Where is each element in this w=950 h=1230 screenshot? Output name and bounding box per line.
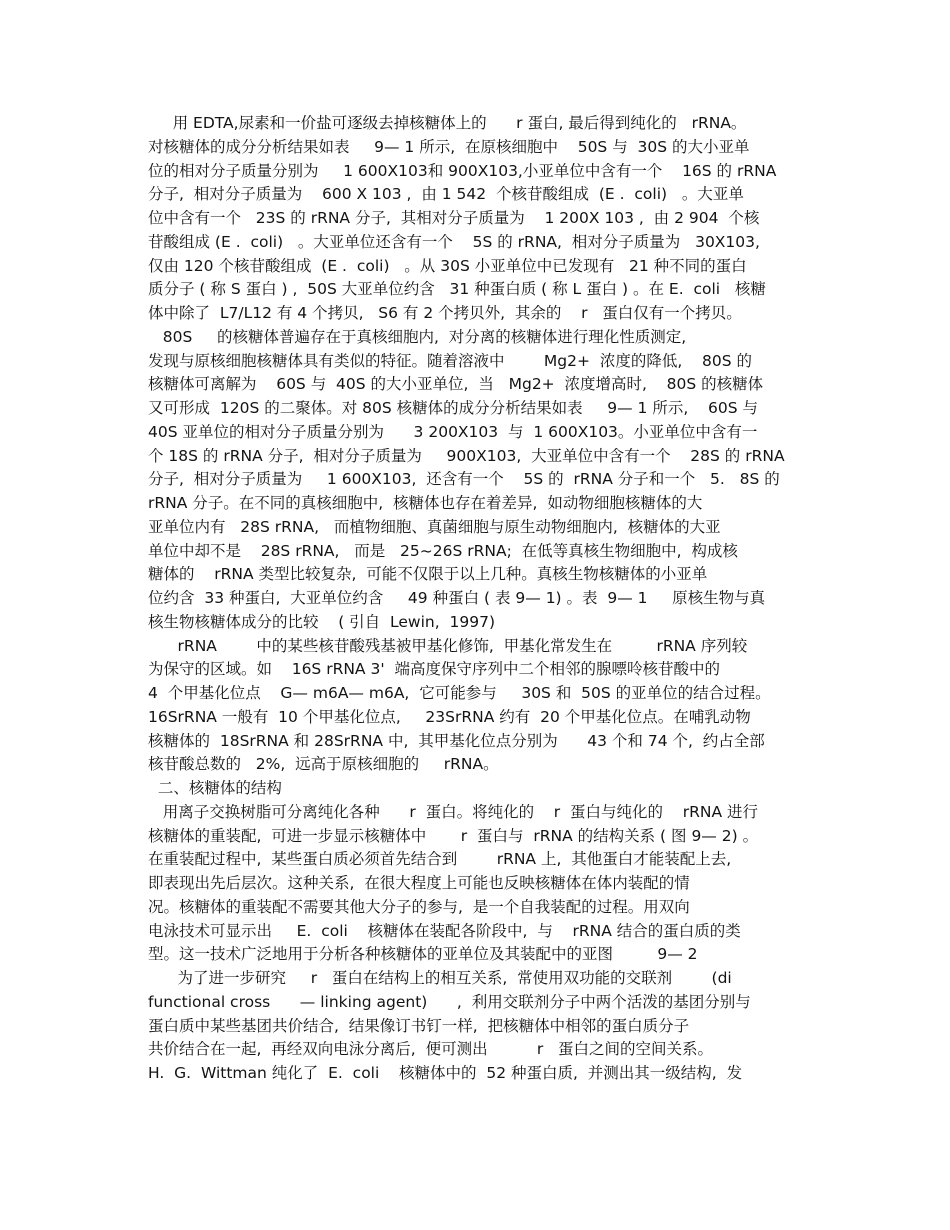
text-line: 为了进一步研究 r 蛋白在结构上的相互关系, 常使用双功能的交联剂 (di	[148, 969, 732, 987]
text-line: 又可形成 120S 的二聚体。对 80S 核糖体的成分分析结果如表 9— 1 所示, 60S 与	[148, 399, 758, 417]
text-line: 况。核糖体的重装配不需要其他大分子的参与, 是一个自我装配的过程。用双向	[148, 897, 690, 916]
text-line: 发现与原核细胞核糖体具有类似的特征。随着溶液中 Mg2+ 浓度的降低, 80S 的	[148, 351, 752, 370]
text-line: 用 EDTA,尿素和一价盐可逐级去掉核糖体上的 r 蛋白, 最后得到纯化的 rRNA。	[148, 114, 747, 132]
document-body-text	[148, 112, 818, 1086]
text-line: 核糖体的重装配, 可进一步显示核糖体中 r 蛋白与 rRNA 的结构关系 ( 图 9— 2) 。	[148, 826, 759, 845]
text-line: 电泳技术可显示出 E. coli 核糖体在装配各阶段中, 与 rRNA 结合的蛋白质的类	[148, 921, 741, 940]
text-line: 个 18S 的 rRNA 分子, 相对分子质量为 900X103, 大亚单位中含有一个 28S 的 rRNA	[148, 446, 785, 465]
text-line: 位中含有一个 23S 的 rRNA 分子, 其相对分子质量为 1 200X 103 , 由 2 904 个核	[148, 209, 760, 227]
text-line: 质分子 ( 称 S 蛋白 ) , 50S 大亚单位约含 31 种蛋白质 ( 称 L 蛋白 ) 。在 E. coli 核糖	[148, 280, 766, 299]
text-line: 分子, 相对分子质量为 600 X 103 , 由 1 542 个核苷酸组成 (E . coli) 。大亚单	[148, 185, 744, 204]
text-line: 16SrRNA 一般有 10 个甲基化位点, 23SrRNA 约有 20 个甲基化位点。在哺乳动物	[148, 707, 751, 726]
text-line: 即表现出先后层次。这种关系, 在很大程度上可能也反映核糖体在体内装配的情	[148, 874, 690, 892]
text-line: 对核糖体的成分分析结果如表 9— 1 所示, 在原核细胞中 50S 与 30S 的大小亚单	[148, 137, 750, 156]
text-line: 仅由 120 个核苷酸组成 (E . coli) 。从 30S 小亚单位中已发现有 21 种不同的蛋白	[148, 256, 747, 275]
text-line: 核糖体的 18SrRNA 和 28SrRNA 中, 其甲基化位点分别为 43 个和 74 个, 约占全部	[148, 731, 765, 750]
text-line: 型。这一技术广泛地用于分析各种核糖体的亚单位及其装配中的亚图 9— 2	[148, 945, 698, 964]
text-line: 核苷酸总数的 2%, 远高于原核细胞的 rRNA。	[148, 755, 499, 774]
text-line: 核生物核糖体成分的比较 ( 引自 Lewin, 1997)	[148, 612, 496, 631]
text-line: rRNA 分子。在不同的真核细胞中, 核糖体也存在着差异, 如动物细胞核糖体的大	[148, 494, 703, 512]
text-line: 用离子交换树脂可分离纯化各种 r 蛋白。将纯化的 r 蛋白与纯化的 rRNA 进行	[148, 802, 758, 821]
text-line: 单位中却不是 28S rRNA, 而是 25~26S rRNA; 在低等真核生物细胞中, 构成核	[148, 541, 738, 560]
text-line: 4 个甲基化位点 G— m6A— m6A, 它可能参与 30S 和 50S 的亚单位的结合过程。	[148, 684, 771, 702]
text-line: 体中除了 L7/L12 有 4 个拷贝, S6 有 2 个拷贝外, 其余的 r 蛋白仅有一个拷贝。	[148, 304, 742, 322]
text-line: 糖体的 rRNA 类型比较复杂, 可能不仅限于以上几种。真核生物核糖体的小亚单	[148, 565, 708, 584]
text-line: 共价结合在一起, 再经双向电泳分离后, 便可测出 r 蛋白之间的空间关系。	[148, 1040, 713, 1059]
text-line: 40S 亚单位的相对分子质量分别为 3 200X103 与 1 600X103。小亚单位中含有一	[148, 422, 758, 441]
text-line: H. G. Wittman 纯化了 E. coli 核糖体中的 52 种蛋白质, 并测出其一级结构, 发	[148, 1064, 743, 1082]
text-line: 蛋白质中某些基团共价结合, 结果像订书钉一样, 把核糖体中相邻的蛋白质分子	[148, 1016, 690, 1035]
text-line: 80S 的核糖体普遍存在于真核细胞内, 对分离的核糖体进行理化性质测定,	[148, 327, 687, 346]
text-line: 在重装配过程中, 某些蛋白质必须首先结合到 rRNA 上, 其他蛋白才能装配上去,	[148, 850, 732, 869]
text-line: 核糖体可离解为 60S 与 40S 的大小亚单位, 当 Mg2+ 浓度增高时, 80S 的核糖体	[148, 375, 764, 394]
text-line: 分子, 相对分子质量为 1 600X103, 还含有一个 5S 的 rRNA 分子和一个 5. 8S 的	[148, 470, 780, 489]
text-line: 亚单位内有 28S rRNA, 而植物细胞、真菌细胞与原生动物细胞内, 核糖体的大亚	[148, 517, 721, 536]
text-line: 位约含 33 种蛋白, 大亚单位约含 49 种蛋白 ( 表 9— 1) 。表 9— 1 原核生物与真	[148, 589, 766, 607]
section-heading: 二、核糖体的结构	[148, 779, 282, 797]
text-line: 为保守的区域。如 16S rRNA 3' 端高度保守序列中二个相邻的腺嘌呤核苷酸中的	[148, 660, 720, 679]
text-line: functional cross — linking agent) , 利用交联剂分子中两个活泼的基团分别与	[148, 992, 751, 1011]
text-line: 位的相对分子质量分别为 1 600X103和 900X103,小亚单位中含有一个 16S 的 rRNA	[148, 161, 777, 180]
text-line: 苷酸组成 (E . coli) 。大亚单位还含有一个 5S 的 rRNA, 相对分子质量为 30X103,	[148, 232, 760, 251]
text-line: rRNA 中的某些核苷酸残基被甲基化修饰, 甲基化常发生在 rRNA 序列较	[148, 636, 748, 655]
